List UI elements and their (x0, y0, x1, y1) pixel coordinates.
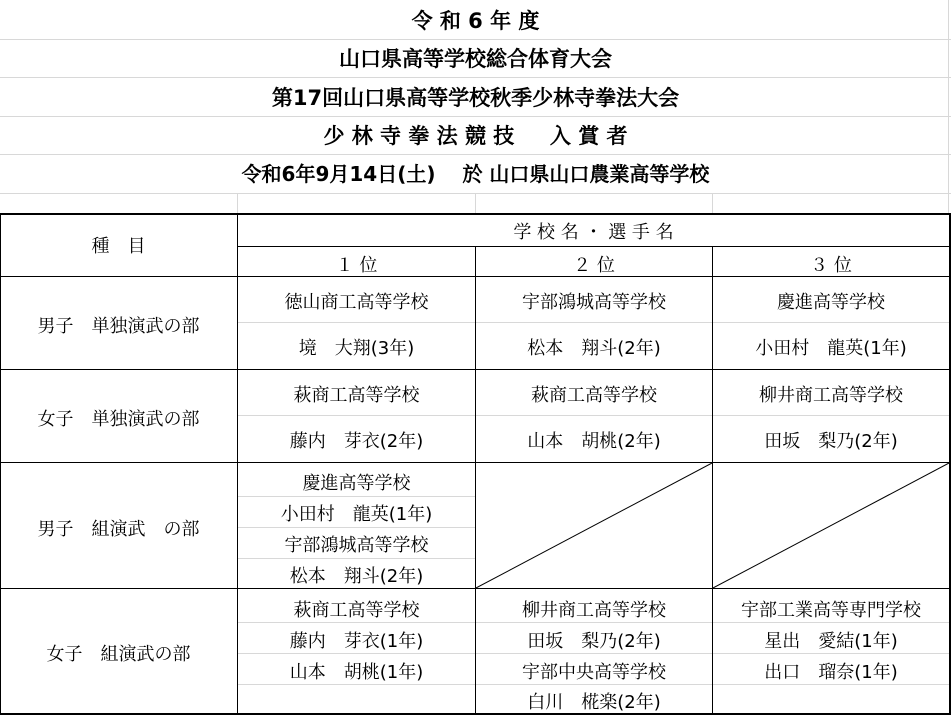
winner-school: 萩商工高等学校 (293, 385, 420, 406)
event-label: 女子 単独演武の部 (37, 409, 200, 430)
header-tournament: 第17回山口県高等学校秋季少林寺拳法大会 (271, 86, 680, 110)
winner-name: 田坂 梨乃(2年) (527, 631, 661, 652)
winner-name: 小田村 龍英(1年) (280, 504, 433, 525)
table-border (0, 213, 951, 215)
winner-name: 白川 椛楽(2年) (527, 692, 661, 713)
gridline (238, 653, 950, 654)
winner-name: 藤内 芽衣(1年) (289, 631, 424, 652)
winner-school: 慶進高等学校 (302, 473, 411, 494)
winner-school: 萩商工高等学校 (531, 385, 657, 406)
winner-school: 宇部中央高等学校 (522, 662, 666, 683)
gridline (238, 496, 475, 497)
gridline (238, 558, 475, 559)
event-label: 女子 組演武の部 (46, 644, 191, 665)
rank-2-header: ２ 位 (573, 255, 615, 276)
gridline (238, 322, 950, 323)
winner-name: 松本 翔斗(2年) (527, 338, 661, 359)
school-player-header: 学 校 名 ・ 選 手 名 (513, 222, 674, 243)
winner-name: 藤内 芽衣(2年) (289, 431, 424, 452)
gridline (238, 415, 950, 416)
gridline (238, 684, 950, 685)
winner-school: 慶進高等学校 (777, 292, 885, 313)
gridline (475, 194, 476, 214)
gridline (238, 622, 950, 623)
gridline (238, 527, 475, 528)
header-date-venue: 令和6年9月14日(土) 於 山口県山口農業高等学校 (241, 162, 710, 186)
event-label: 男子 組演武 の部 (37, 519, 200, 540)
winner-name: 山本 胡桃(1年) (289, 662, 424, 683)
empty-cell-diagonal (476, 463, 712, 588)
winner-name: 星出 愛結(1年) (764, 631, 898, 652)
header-title: 少 林 寺 拳 法 競 技 入 賞 者 (323, 124, 628, 148)
winner-name: 出口 瑠奈(1年) (764, 662, 898, 683)
event-label: 男子 単独演武の部 (37, 316, 200, 337)
rank-3-header: ３ 位 (810, 255, 852, 276)
gridline (237, 194, 238, 214)
header-year: 令 和 6 年 度 (411, 9, 540, 33)
gridline (0, 116, 951, 117)
winner-name: 田坂 梨乃(2年) (764, 431, 898, 452)
winner-name: 小田村 龍英(1年) (755, 338, 907, 359)
winner-school: 柳井商工高等学校 (759, 385, 903, 406)
empty-cell-diagonal (713, 463, 949, 588)
winner-school: 柳井商工高等学校 (522, 600, 666, 621)
winner-name: 松本 翔斗(2年) (289, 566, 424, 587)
gridline (0, 77, 951, 78)
winner-school: 宇部工業高等専門学校 (741, 600, 921, 621)
winner-school: 徳山商工高等学校 (284, 292, 429, 313)
header-competition: 山口県高等学校総合体育大会 (339, 47, 612, 71)
gridline (0, 39, 951, 40)
rank-1-header: １ 位 (335, 255, 378, 276)
gridline (948, 0, 949, 214)
gridline (712, 194, 713, 214)
event-header: 種 目 (91, 236, 146, 257)
table-border (237, 246, 951, 247)
gridline (0, 154, 951, 155)
winner-name: 山本 胡桃(2年) (527, 431, 661, 452)
winner-school: 宇部鴻城高等学校 (284, 535, 429, 556)
winner-name: 境 大翔(3年) (298, 338, 415, 359)
winner-school: 萩商工高等学校 (293, 600, 420, 621)
winner-school: 宇部鴻城高等学校 (522, 292, 666, 313)
